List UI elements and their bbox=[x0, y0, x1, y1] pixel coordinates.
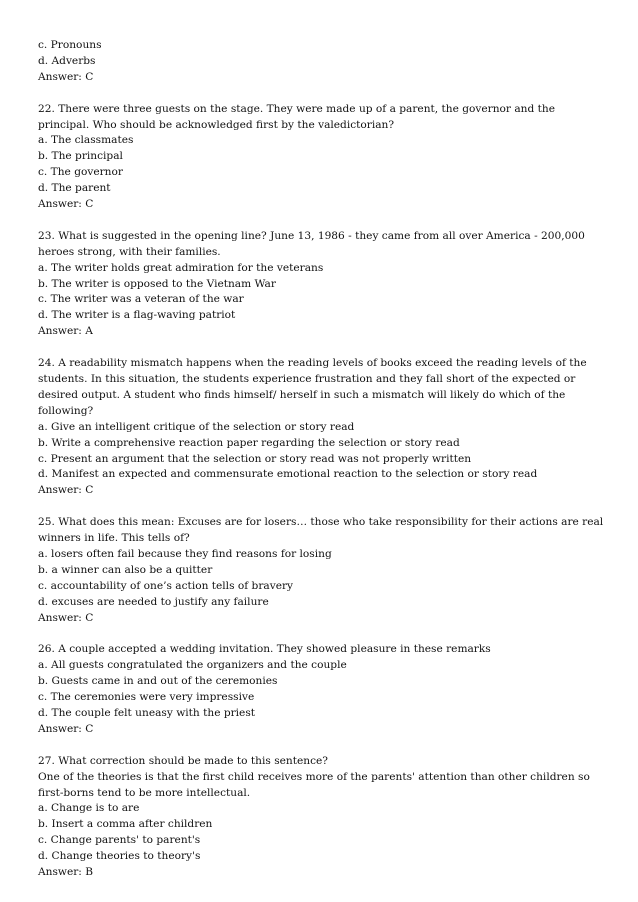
option: d. Adverbs bbox=[38, 54, 96, 67]
option: c. The ceremonies were very impressive bbox=[38, 691, 255, 704]
option: c. The writer was a veteran of the war bbox=[38, 293, 244, 306]
option: d. excuses are needed to justify any failure bbox=[38, 595, 269, 608]
option: d. The parent bbox=[38, 182, 111, 195]
option: b. Guests came in and out of the ceremonies bbox=[38, 675, 278, 688]
answer: Answer: C bbox=[38, 611, 94, 624]
question-22 bbox=[38, 102, 608, 213]
question-prompt: 24. A readability mismatch happens when the reading levels of books exceed the reading levels of the students. In this situation, the students experience frustration and they fall short of the expected or desired output. A student who finds himself/ herself in such a mismatch will likely do which of the following? bbox=[38, 357, 587, 417]
question-sentence: One of the theories is that the first child receives more of the parents' attention than other children so first-borns tend to be more intellectual. bbox=[38, 770, 590, 799]
option: d. Manifest an expected and commensurate emotional reaction to the selection or story read bbox=[38, 468, 538, 481]
option: d. The couple felt uneasy with the priest bbox=[38, 706, 256, 719]
option: d. The writer is a flag-waving patriot bbox=[38, 309, 236, 322]
question-25 bbox=[38, 515, 608, 626]
answer: Answer: C bbox=[38, 198, 94, 211]
spacer bbox=[38, 86, 608, 102]
spacer bbox=[38, 626, 608, 642]
answer: Answer: C bbox=[38, 70, 94, 83]
question-24 bbox=[38, 356, 608, 499]
option: d. Change theories to theory's bbox=[38, 850, 201, 863]
answer: Answer: B bbox=[38, 866, 94, 879]
spacer bbox=[38, 738, 608, 754]
question-prompt: 23. What is suggested in the opening line? June 13, 1986 - they came from all over America - 200,000 heroes strong, with their families. bbox=[38, 229, 585, 258]
option: a. Change is to are bbox=[38, 802, 140, 815]
question-prompt: 22. There were three guests on the stage. They were made up of a parent, the governor and the principal. Who should be acknowledged first by the valedictorian? bbox=[38, 102, 555, 131]
intro-block bbox=[38, 38, 608, 86]
option: b. The writer is opposed to the Vietnam War bbox=[38, 277, 276, 290]
question-27 bbox=[38, 754, 608, 881]
answer: Answer: A bbox=[38, 325, 93, 338]
question-prompt: 27. What correction should be made to this sentence? bbox=[38, 754, 328, 767]
question-26 bbox=[38, 642, 608, 737]
spacer bbox=[38, 213, 608, 229]
option: b. Write a comprehensive reaction paper regarding the selection or story read bbox=[38, 436, 460, 449]
option: b. Insert a comma after children bbox=[38, 818, 213, 831]
question-prompt: 26. A couple accepted a wedding invitation. They showed pleasure in these remarks bbox=[38, 643, 491, 656]
answer: Answer: C bbox=[38, 484, 94, 497]
option: c. Present an argument that the selection or story read was not properly written bbox=[38, 452, 472, 465]
option: a. The classmates bbox=[38, 134, 134, 147]
option: a. The writer holds great admiration for the veterans bbox=[38, 261, 324, 274]
option: c. The governor bbox=[38, 166, 123, 179]
answer: Answer: C bbox=[38, 722, 94, 735]
option: a. All guests congratulated the organizers and the couple bbox=[38, 659, 347, 672]
question-prompt: 25. What does this mean: Excuses are for losers… those who take responsibility for their actions are real winners in life. This tells of? bbox=[38, 516, 604, 545]
option: c. Pronouns bbox=[38, 39, 102, 51]
option: c. Change parents' to parent's bbox=[38, 834, 201, 847]
option: b. a winner can also be a quitter bbox=[38, 563, 213, 576]
question-23 bbox=[38, 229, 608, 340]
document-page bbox=[38, 38, 608, 881]
option: b. The principal bbox=[38, 150, 123, 163]
spacer bbox=[38, 340, 608, 356]
option: a. Give an intelligent critique of the selection or story read bbox=[38, 420, 355, 433]
option: a. losers often fail because they find reasons for losing bbox=[38, 547, 332, 560]
spacer bbox=[38, 499, 608, 515]
option: c. accountability of one’s action tells of bravery bbox=[38, 579, 294, 592]
